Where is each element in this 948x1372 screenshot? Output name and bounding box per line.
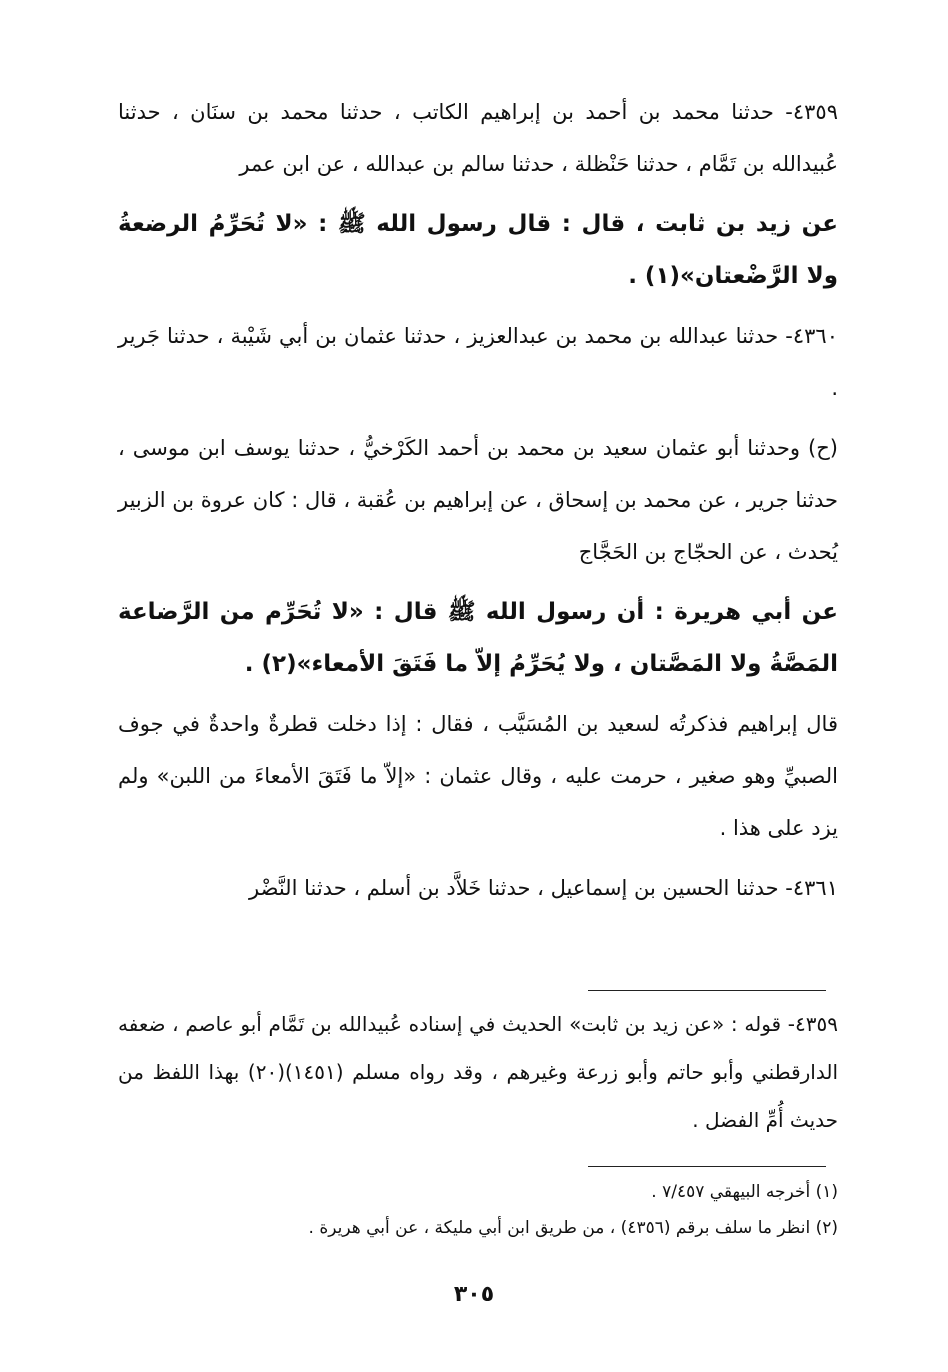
paragraph-isnad-ha: (ح) وحدثنا أبو عثمان سعيد بن محمد بن أحمد الكَرْخيُّ ، حدثنا يوسف ابن موسى ، حدثنا جرير ، عن محمد بن إسحاق ، عن إبراهيم بن عُقبة ، قال : كان عروة بن الزبير يُحدث ، عن الحجّاج بن الحَجَّاج (118, 436, 838, 564)
paragraph-isnad-4361: ٤٣٦١- حدثنا الحسين بن إسماعيل ، حدثنا خَلاَّد بن أسلم ، حدثنا النَّضْر (249, 876, 838, 900)
footnotes-divider (588, 1166, 826, 1167)
paragraph-hadith-zaid: عن زيد بن ثابت ، قال : قال رسول الله ﷺ : «لا تُحَرِّمُ الرضعةُ ولا الرَّضْعتان»(١) . (118, 211, 838, 289)
commentary-section (118, 1000, 838, 1144)
paragraph-ibrahim-comment: قال إبراهيم فذكرتُه لسعيد بن المُسَيَّب ، فقال : إذا دخلت قطرةٌ واحدةٌ في جوف الصبيِّ وهو صغير ، حرمت عليه ، وقال عثمان : «إلاّ ما فَتَقَ الأمعاءَ من اللبن» ولم يزد على هذا . (118, 712, 838, 840)
commentary-divider (588, 990, 826, 991)
footnote-1: (١) أخرجه البيهقي ٧/٤٥٧ . (651, 1182, 838, 1202)
paragraph-isnad-4359: ٤٣٥٩- حدثنا محمد بن أحمد بن إبراهيم الكاتب ، حدثنا محمد بن سنَان ، حدثنا عُبيدالله بن تَمَّام ، حدثنا حَنْظلة ، حدثنا سالم بن عبدالله ، عن ابن عمر (118, 100, 838, 176)
commentary-text: ٤٣٥٩- قوله : «عن زيد بن ثابت» الحديث في إسناده عُبيدالله بن تَمَّام أبو عاصم ، ضعفه الدارقطني وأبو حاتم وأبو زرعة وغيرهم ، وقد رواه مسلم (١٤٥١)(٢٠) بهذا اللفظ من حديث أُمِّ الفضل . (118, 1012, 839, 1132)
page-number: ٣٠٥ (453, 1282, 495, 1307)
main-text (118, 86, 838, 922)
footnotes-section (118, 1174, 838, 1246)
footnote-2: (٢) انظر ما سلف برقم (٤٣٥٦) ، من طريق ابن أبي مليكة ، عن أبي هريرة . (308, 1218, 838, 1238)
paragraph-hadith-abu-hurayra: عن أبي هريرة : أن رسول الله ﷺ قال : «لا تُحَرِّم من الرَّضاعة المَصَّةُ ولا المَصَّتان ، ولا يُحَرِّمُ إلاّ ما فَتَقَ الأمعاء»(٢) . (118, 599, 838, 677)
paragraph-isnad-4360: ٤٣٦٠- حدثنا عبدالله بن محمد بن عبدالعزيز ، حدثنا عثمان بن أبي شَيْبة ، حدثنا جَرير . (118, 324, 838, 400)
